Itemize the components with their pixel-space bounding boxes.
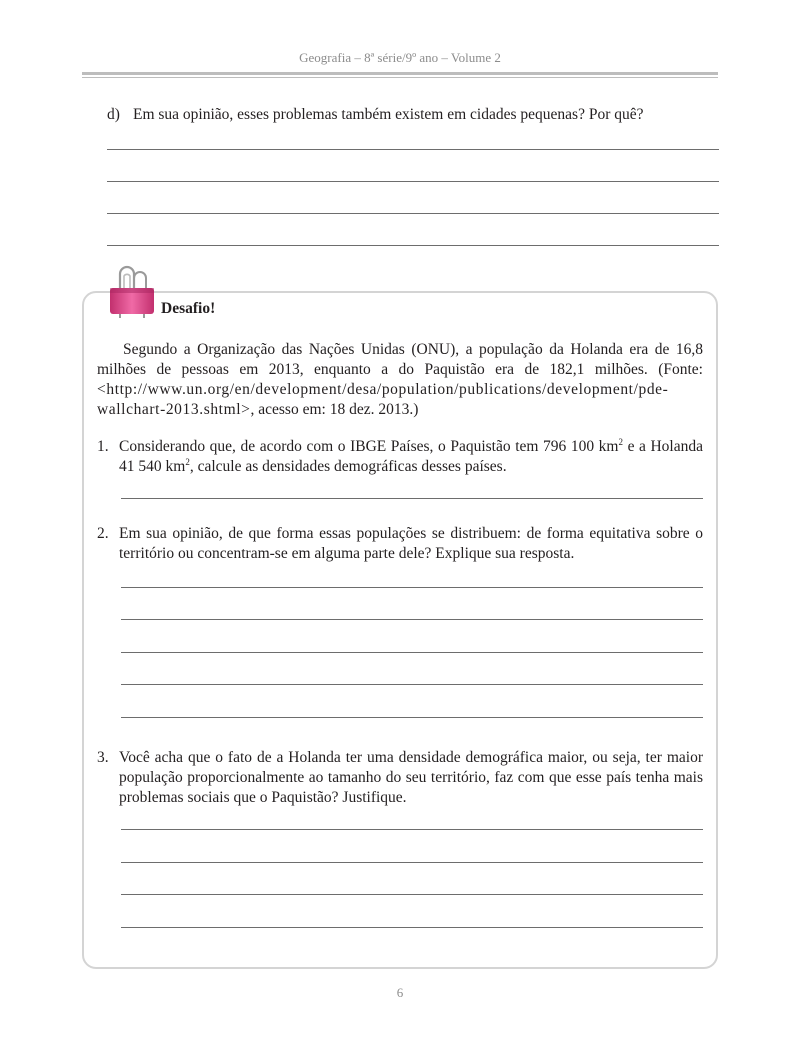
question-3 [97, 748, 703, 808]
answer-line-d-3[interactable] [107, 213, 719, 214]
answer-line-d-2[interactable] [107, 181, 719, 182]
answer-line-2-4[interactable] [121, 684, 703, 685]
page-number: 6 [396, 985, 404, 1000]
question-3-text: Você acha que o fato de a Holanda ter uma densidade demográfica maior, ou seja, ter maior população proporcionalmente ao tamanho do seu território, faz com que esse país tenha mais problemas sociais que o Paquistão? Justifique. [119, 749, 703, 806]
paragraph-text: Segundo a Organização das Nações Unidas (ONU), a população da Holanda era de 16,8 milhões de pessoas em 2013, enquanto a do Paquistão era de 182,1 milhões. (Fonte: [97, 341, 703, 378]
question-1-text [119, 437, 703, 477]
running-header: Geografia – 8ª série/9º ano – Volume 2 [299, 50, 501, 65]
answer-line-d-1[interactable] [107, 149, 719, 150]
answer-line-2-2[interactable] [121, 619, 703, 620]
question-1 [97, 437, 703, 477]
question-2-number: 2. [97, 525, 109, 542]
answer-line-3-1[interactable] [121, 829, 703, 830]
question-d-label: d) [107, 106, 120, 123]
answer-line-2-3[interactable] [121, 652, 703, 653]
challenge-title: Desafio! [161, 300, 216, 317]
superscript: 2 [185, 457, 190, 467]
question-1-text-b: e a Holanda 41 540 km [119, 438, 703, 475]
paperclip-icon [106, 262, 158, 320]
answer-line-3-2[interactable] [121, 862, 703, 863]
question-1-text-c: , calcule as densidades demográficas desses países. [189, 458, 507, 475]
question-3-number: 3. [97, 749, 109, 766]
header-rule-thin [82, 77, 718, 78]
answer-line-3-3[interactable] [121, 894, 703, 895]
question-2-text: Em sua opinião, de que forma essas populações se distribuem: de forma equitativa sobre o território ou concentram-se em alguma parte dele? Explique sua resposta. [119, 525, 703, 562]
header-rule [82, 72, 718, 75]
question-1-number: 1. [97, 438, 109, 455]
challenge-paragraph [97, 340, 703, 420]
paragraph-access-date: , acesso em: 18 dez. 2013.) [250, 401, 419, 418]
answer-line-2-1[interactable] [121, 587, 703, 588]
answer-line-d-4[interactable] [107, 245, 719, 246]
source-url: <http://www.un.org/en/development/desa/population/publications/development/pde-wallchart-2013.shtml> [97, 381, 669, 418]
question-1-text-a: Considerando que, de acordo com o IBGE Países, o Paquistão tem 796 100 km [119, 438, 619, 455]
answer-line-2-5[interactable] [121, 717, 703, 718]
answer-line-1-1[interactable] [121, 498, 703, 499]
question-d [107, 106, 719, 124]
question-d-text: Em sua opinião, esses problemas também existem em cidades pequenas? Por quê? [133, 106, 644, 123]
superscript: 2 [618, 437, 623, 447]
answer-line-3-4[interactable] [121, 927, 703, 928]
question-2 [97, 524, 703, 564]
